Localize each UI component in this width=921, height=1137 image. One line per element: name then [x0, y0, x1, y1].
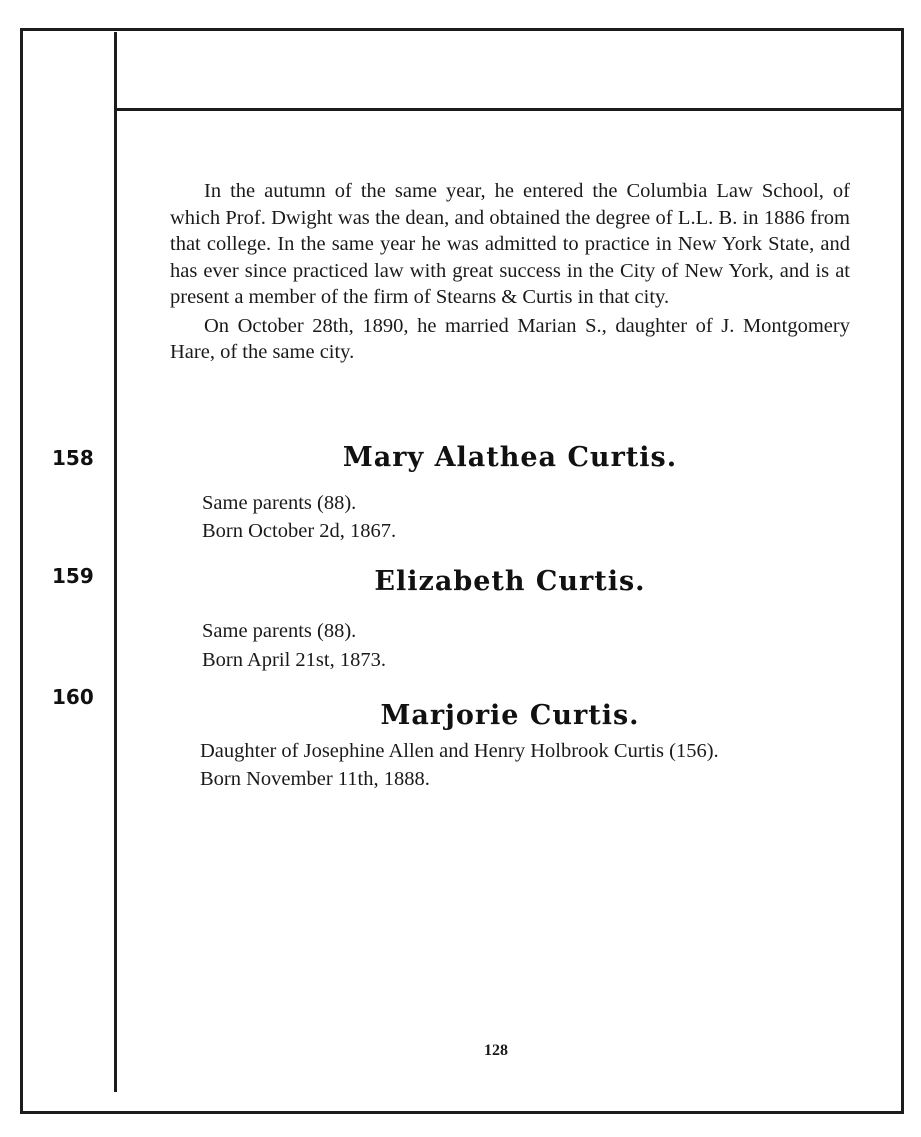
- paragraph: In the autumn of the same year, he entered the Columbia Law School, of which Prof. Dwight was the dean, and obtained the degree of L.L. B. in 1886 from that college. In the same year he was admitted to practice in New York State, and has ever since practiced law with great success in the City of New York, and is at present a member of the firm of Stearns & Curtis in that city.: [170, 180, 850, 308]
- entry-line: Born April 21st, 1873.: [202, 649, 386, 671]
- margin-rule: [114, 32, 117, 1092]
- page-number: 128: [484, 1042, 508, 1059]
- entry-number: 159: [52, 564, 94, 588]
- entry-line: Same parents (88).: [202, 492, 357, 514]
- entry-number: 160: [52, 685, 94, 709]
- entry-line: Same parents (88).: [202, 620, 357, 642]
- entry-line: Daughter of Josephine Allen and Henry Holbrook Curtis (156).: [200, 740, 719, 762]
- entry-number: 158: [52, 446, 94, 470]
- entry-name: Elizabeth Curtis.: [374, 566, 646, 597]
- entry-line: Born October 2d, 1867.: [202, 520, 397, 542]
- paragraph: On October 28th, 1890, he married Marian S., daughter of J. Montgomery Hare, of the same city.: [170, 314, 850, 363]
- entry-line: Born November 11th, 1888.: [200, 768, 430, 790]
- entry-name: Mary Alathea Curtis.: [342, 442, 678, 473]
- entry-name: Marjorie Curtis.: [380, 700, 640, 731]
- header-rule: [114, 108, 904, 111]
- body-text: [170, 178, 850, 366]
